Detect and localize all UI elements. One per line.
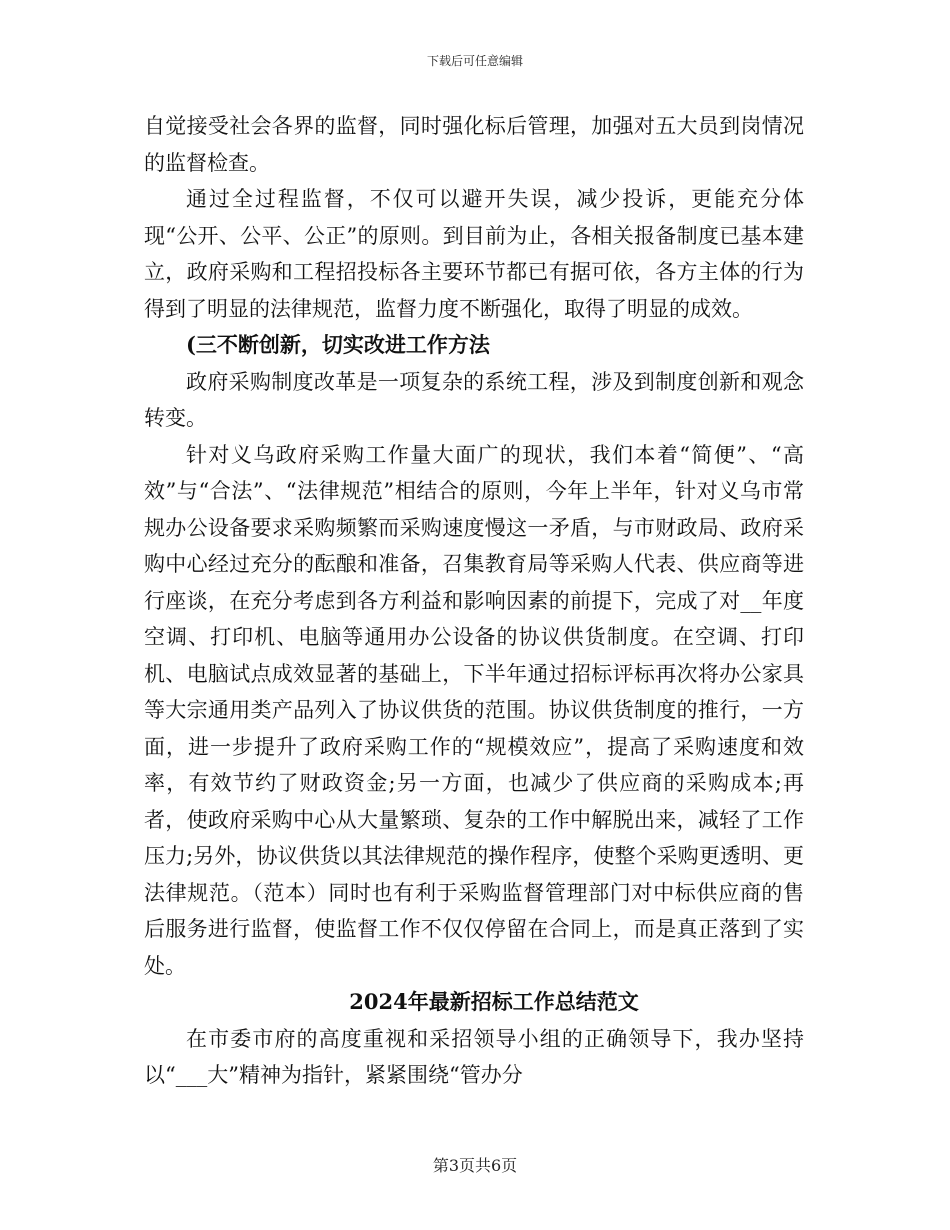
- page-header-note: 下载后可任意编辑: [426, 54, 523, 68]
- section-heading-3: (三不断创新，切实改进工作方法: [186, 332, 490, 357]
- page-number: 第3页共6页: [432, 1156, 518, 1175]
- document-title: 2024年最新招标工作总结范文: [349, 989, 639, 1014]
- paragraph-1: 自觉接受社会各界的监督，同时强化标后管理，加强对五大员到岗情况的监督检查。: [144, 114, 804, 175]
- paragraph-2: 通过全过程监督，不仅可以避开失误，减少投诉，更能充分体现“公开、公平、公正”的原则。到目前为止，各相关报备制度已基本建立，政府采购和工程招投标各主要环节都已有据可依，各方主体的行为得到了明显的法律规范，监督力度不断强化，取得了明显的成效。: [144, 187, 804, 321]
- paragraph-3: 政府采购制度改革是一项复杂的系统工程，涉及到制度创新和观念转变。: [144, 369, 804, 430]
- paragraph-5: 在市委市府的高度重视和采招领导小组的正确领导下，我办坚持以“___大”精神为指针，紧紧围绕“管办分: [144, 1026, 804, 1087]
- document-body: [144, 108, 804, 1094]
- paragraph-4: 针对义乌政府采购工作量大面广的现状，我们本着“简便”、“高效”与“合法”、“法律规范”相结合的原则，今年上半年，针对义乌市常规办公设备要求采购频繁而采购速度慢这一矛盾，与市财政局、政府采购中心经过充分的酝酿和准备，召集教育局等采购人代表、供应商等进行座谈，在充分考虑到各方利益和影响因素的前提下，完成了对__年度空调、打印机、电脑等通用办公设备的协议供货制度。在空调、打印机、电脑试点成效显著的基础上，下半年通过招标评标再次将办公家具等大宗通用类产品列入了协议供货的范围。协议供货制度的推行，一方面，进一步提升了政府采购工作的“规模效应”，提高了采购速度和效率，有效节约了财政资金;另一方面，也减少了供应商的采购成本;再者，使政府采购中心从大量繁琐、复杂的工作中解脱出来，减轻了工作压力;另外，协议供货以其法律规范的操作程序，使整个采购更透明、更法律规范。（范本）同时也有利于采购监督管理部门对中标供应商的售后服务进行监督，使监督工作不仅仅停留在合同上，而是真正落到了实处。: [144, 442, 804, 978]
